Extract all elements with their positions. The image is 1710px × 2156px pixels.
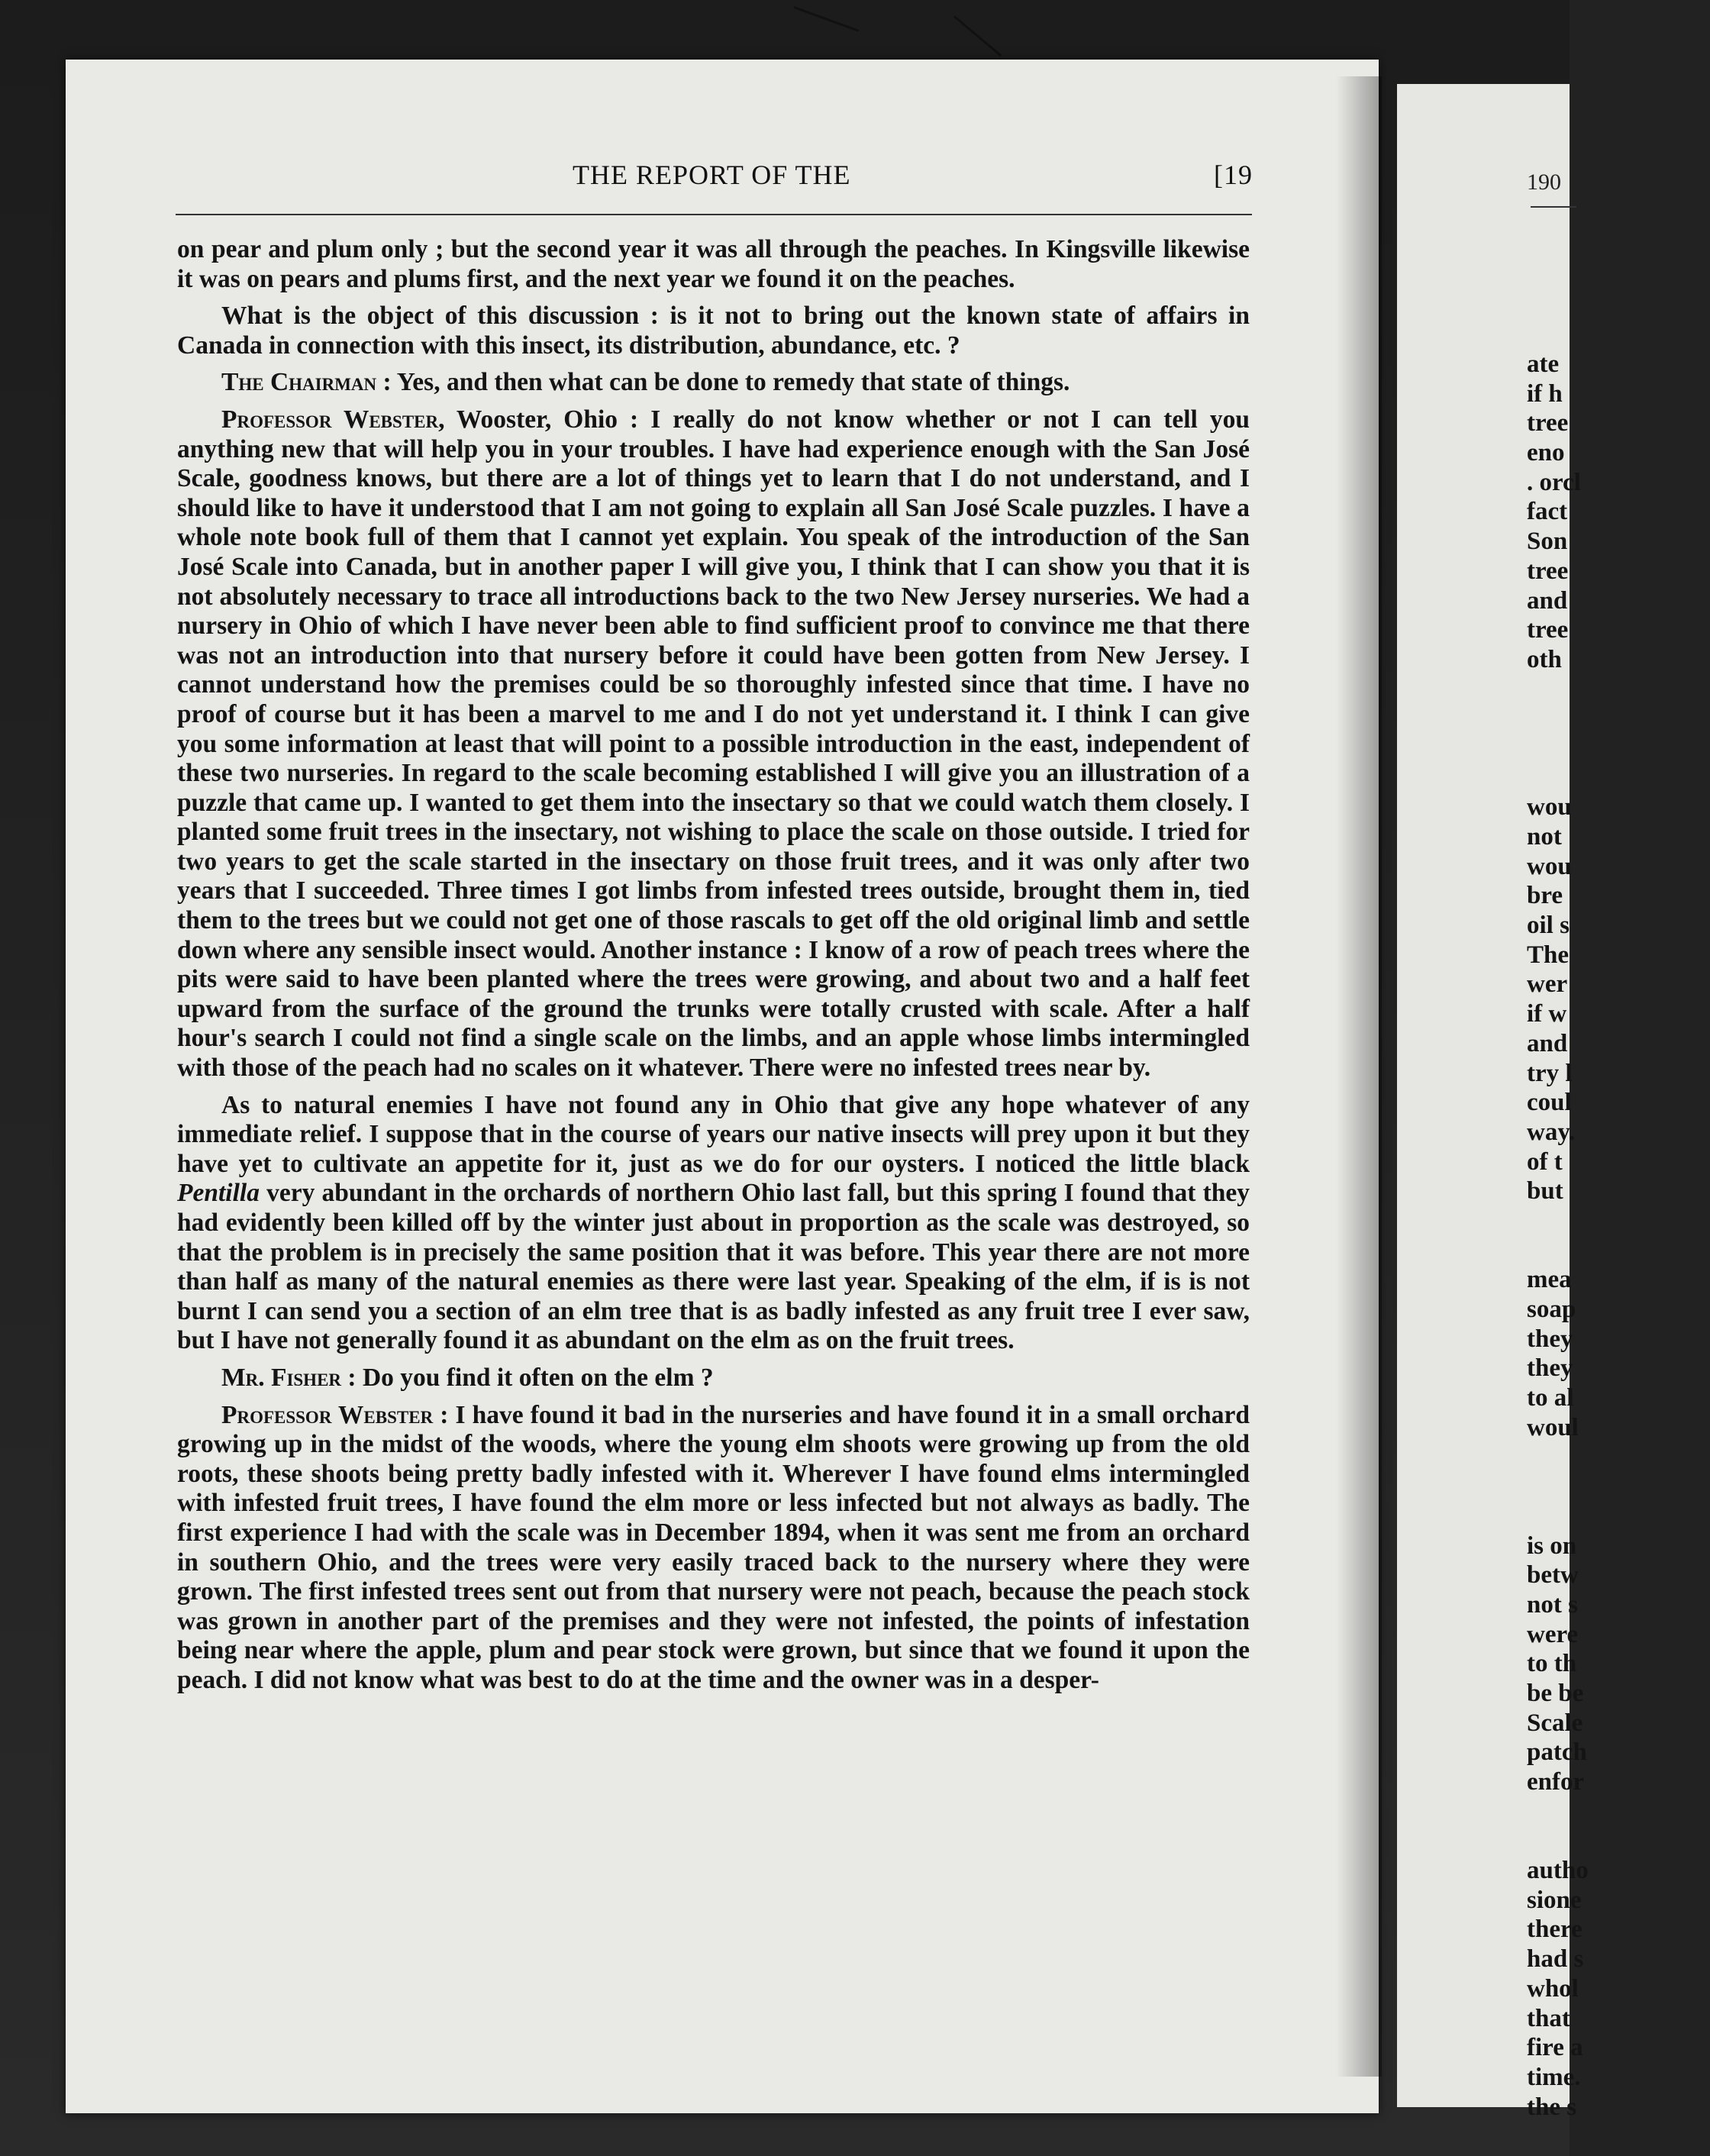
right-page-line: . orcl: [1527, 468, 1581, 496]
paragraph-text: Do you find it often on the elm ?: [356, 1363, 714, 1392]
right-page-line: Son: [1527, 528, 1568, 556]
paragraph-text: on pear and plum only ; but the second year it was all through the peaches. In Kingsville likewise it was on pears and plums first, and the next year we found it on the peaches.: [177, 235, 1250, 293]
paragraph-1: [177, 235, 1250, 294]
right-page-line: had s: [1527, 1945, 1584, 1974]
right-page-line: ate: [1527, 350, 1560, 378]
paragraph-7: [177, 1401, 1250, 1696]
paragraph-4: [177, 405, 1250, 1083]
right-page-line: patch: [1527, 1738, 1587, 1767]
right-page-line: were: [1527, 1620, 1579, 1648]
running-title: THE REPORT OF THE: [573, 160, 851, 190]
right-page-line: if w: [1527, 1000, 1567, 1028]
right-page-line: and: [1527, 1029, 1568, 1057]
right-page-line: they: [1527, 1325, 1573, 1353]
right-page-line: not s: [1527, 1590, 1578, 1619]
right-page-line: be be: [1527, 1679, 1584, 1707]
right-page-line: tree: [1527, 616, 1569, 644]
right-page-line: to al: [1527, 1384, 1574, 1412]
right-page-line: whol: [1527, 1974, 1579, 2003]
gutter-shadow: [1336, 76, 1382, 2077]
right-page-line: tree: [1527, 557, 1569, 585]
right-page: [1397, 84, 1589, 2121]
right-page-line: mea: [1527, 1266, 1572, 1294]
right-page-number: 190: [1527, 169, 1561, 195]
right-page-line: wou: [1527, 793, 1572, 821]
right-page-line: [1527, 1236, 1710, 1266]
right-page-line: bre: [1527, 882, 1563, 910]
right-page-line: [1527, 1826, 1710, 1856]
right-page-line: sione: [1527, 1886, 1582, 1914]
paragraph-text: What is the object of this discussion : is it not to bring out the known state of affairs in Canada in connection with this insect, its distribution, abundance, etc. ?: [177, 302, 1250, 360]
right-page-line: time.: [1527, 2063, 1581, 2091]
right-page-line: autho: [1527, 1857, 1589, 1885]
right-page-line: soap: [1527, 1296, 1576, 1323]
right-page-line: [1527, 1206, 1710, 1236]
paragraph-2: [177, 302, 1250, 360]
right-page-line: [1527, 1442, 1710, 1472]
right-page-line: [1527, 734, 1710, 763]
paragraph-6: [177, 1364, 1250, 1393]
right-page-line: to th: [1527, 1650, 1577, 1678]
right-page-line: fact: [1527, 498, 1568, 526]
right-page-line: and: [1527, 586, 1568, 615]
right-page-line: Scale: [1527, 1709, 1583, 1737]
right-page-line: that: [1527, 2004, 1570, 2032]
speaker-name: The Chairman :: [221, 368, 392, 397]
right-page-line: eno: [1527, 439, 1565, 467]
right-page-line: is on: [1527, 1531, 1577, 1560]
paragraph-text: very abundant in the orchards of northern Ohio last fall, but this spring I found that they had evidently been killed off by the winter just about in proportion as the scale was destroyed, so that the problem is in precisely the same position that it was before. This year there are not more than half as many of the natural enemies as there were last year. Speaking of the elm, if is is not burnt I can send you a section of an elm tree that is as badly infested as any fruit tree I ever saw, but I have not generally found it as abundant on the elm as on the fruit trees.: [177, 1179, 1250, 1355]
right-page-line: [1527, 1502, 1710, 1531]
right-page-line: wer: [1527, 970, 1568, 999]
right-page-line: try l: [1527, 1059, 1573, 1087]
paragraph-5: [177, 1091, 1250, 1356]
right-page-line: [1527, 763, 1710, 793]
right-page-line: The: [1527, 941, 1570, 969]
right-page-line: oil s: [1527, 912, 1570, 940]
right-page-line: [1527, 675, 1710, 705]
page-number: [19: [1214, 160, 1253, 190]
right-header-rule: [1531, 206, 1576, 208]
paragraph-text: Wooster, Ohio : I really do not know whether or not I can tell you anything new that will help you in your troubles. I have had experience enough with the San José Scale, goodness knows, but there are a lot of things yet to learn that I do not understand, and I should like to have it understood that I am not going to explain all San José Scale puzzles. I have a whole note book full of them that I cannot yet explain. You speak of the introduction of the San José Scale into Canada, but in another paper I will give you, I think that I can show you that it is not absolutely necessary to trace all introductions back to the two New Jersey nurseries. We had a nursery in Ohio of which I have never been able to find sufficient proof to convince me that there was not an introduction into that nursery before it could have been gotten from New Jersey. I cannot understand how the premises could be so thoroughly infested since that time. I have no proof of course but it has been a marvel to me and I do not yet understand it. I think I can give you some information at least that will point to a possible introduction in the east, independent of these two nurseries. In regard to the scale becoming established I will give you an illustration of a puzzle that came up. I wanted to get them into the insectary so that we could watch them closely. I planted some fruit trees in the insectary, not wishing to place the scale on those outside. I tried for two years to get the scale started in the insectary on those fruit trees, and it was only after two years that I succeeded. Three times I got limbs from infested trees outside, brought them in, tied them to the trees but we could not get one of those rascals to get off the old original limb and settle down where any sensible insect would. Another instance : I know of a row of peach trees where the pits were said to have been planted where the trees were growing, and about two and a half feet upward from the surface of the ground the trunks were totally crusted with scale. After a half hour's search I could not find a single scale on the limbs, and an apple whose limbs intermingled with those of the peach had no scales on it whatever. There were no infested trees near by.: [177, 405, 1250, 1083]
right-page-line: if h: [1527, 379, 1563, 408]
speaker-name: Mr. Fisher :: [221, 1363, 357, 1392]
species-name: Pentilla: [177, 1179, 260, 1208]
right-page-line: they: [1527, 1354, 1573, 1383]
right-page-line: [1527, 1797, 1710, 1827]
right-page-line: not: [1527, 823, 1562, 850]
right-page-line: tree: [1527, 409, 1569, 437]
right-page-text: [1527, 350, 1710, 2122]
speaker-name: Professor Webster,: [221, 405, 445, 434]
right-page-line: the s: [1527, 2093, 1577, 2121]
paragraph-text: Yes, and then what can be done to remedy that state of things.: [391, 368, 1070, 397]
right-page-line: enfor: [1527, 1768, 1585, 1796]
right-page-line: betw: [1527, 1561, 1579, 1590]
paragraph-text: As to natural enemies I have not found any in Ohio that give any hope whatever of any immediate relief. I suppose that in the course of years our native insects will prey upon it but they have yet to cultivate an appetite for it, just as we do for our oysters. I noticed the little black: [177, 1090, 1250, 1178]
right-page-line: there: [1527, 1916, 1583, 1944]
page-header: [176, 153, 1253, 198]
right-page-line: wou: [1527, 852, 1572, 880]
right-page-line: of t: [1527, 1147, 1563, 1176]
right-page-line: but: [1527, 1177, 1563, 1205]
right-page-line: [1527, 1472, 1710, 1502]
paragraph-3: [177, 368, 1250, 398]
right-page-line: way.: [1527, 1118, 1576, 1146]
speaker-name: Professor Webster :: [221, 1400, 449, 1429]
right-page-line: oth: [1527, 645, 1562, 673]
body-text: [177, 235, 1250, 1703]
right-page-line: woul: [1527, 1413, 1579, 1441]
header-rule: [176, 214, 1252, 215]
paragraph-text: I have found it bad in the nurseries and have found it in a small orchard growing up in the midst of the woods, where the young elm shoots were growing up from the old roots, these shoots being pretty badly infested with it. Wherever I have found elms intermingled with infested fruit trees, I have found the elm more or less infected but not always as badly. The first experience I had with the scale was in December 1894, when it was sent me from an orchard in southern Ohio, and the trees were very easily traced back to the nursery where they were grown. The first infested trees sent out from that nursery were not peach, because the peach stock was grown in another part of the premises and they were not infested, the points of infestation being near where the apple, plum and pear stock were grown, but since that we found it upon the peach. I did not know what was best to do at the time and the owner was in a desper-: [177, 1400, 1250, 1694]
right-page-line: fire a: [1527, 2034, 1583, 2062]
right-page-line: [1527, 704, 1710, 734]
right-page-line: coul: [1527, 1089, 1572, 1117]
